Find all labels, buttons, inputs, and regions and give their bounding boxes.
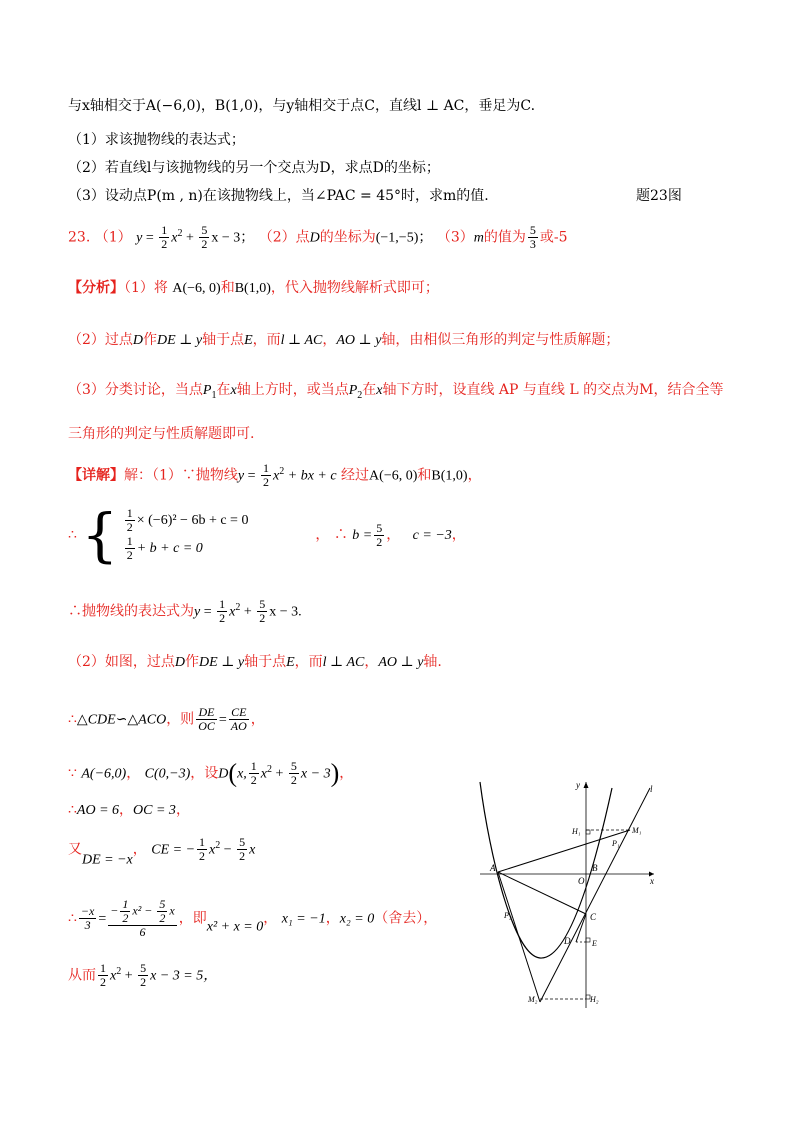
label-h1: H₁ (572, 827, 581, 836)
answer-line: 23. （1） y = $\frac{1}{2}$ $x^2$ + $\frac{5}{2}$ x − 3； （2）点D的坐标为(−1,−5)； （3）m的值为 $\frac{5}{3}$ 或-5 (68, 223, 568, 252)
detail-line-3: ∴抛物线的表达式为y = $\frac{1}{2}$ $x^2$ + $\frac{5}{2}$ x − 3. (68, 597, 302, 626)
detail-3a: ∴抛物线的表达式为 (68, 603, 194, 620)
question-3-text: （3）设动点P(m , n)在该抛物线上，当∠PAC = 45°时，求m的值. (68, 188, 489, 204)
analysis-point-a: A(−6, 0) (172, 281, 221, 296)
label-a: A (490, 863, 496, 873)
analysis-point-b: B(1,0) (234, 281, 271, 296)
detail-6a: ∵ (68, 765, 77, 782)
detail-10b: x − 3 = 5， (150, 968, 218, 984)
question-2-text: （2）若直线l与该抛物线的另一个交点为D，求点D的坐标； (68, 160, 440, 176)
equation-system (123, 507, 249, 563)
label-d: D (564, 936, 571, 946)
detail-line-9: ∴ $\frac{-x}{3}$ = − $\frac{1}{2}$ x² − $\frac{5}{2}$ x 6 ，即x² + x = 0， x₁ = −1，x₂ = 0（舍去）， (68, 897, 438, 939)
detail-and: 和 (417, 467, 432, 484)
line-l (540, 788, 650, 1002)
detail-line-8: 又DE = −x， CE = − $\frac{1}{2}$ $x^2$ − $\frac{5}{2}$ x (68, 835, 256, 868)
detail-system: ∴ { $\frac{1}{2}$ × (−6)² − 6b + c = 0 $\frac{1}{2}$ + b + c = 0 ， ∴ b = $\frac{5}{2}$ ， c = −3， (68, 501, 466, 569)
answer-part1-label: （1） (94, 229, 132, 246)
analysis-3e: 轴下方时，设直线 AP 与直线 L 的交点为M，结合全等 (382, 382, 724, 398)
problem-intro-text: 与x轴相交于A(−6,0)，B(1,0)，与y轴相交于点C，直线l ⊥ AC，垂足为C. (68, 98, 536, 114)
detail-4b: 作 (185, 654, 200, 670)
label-y: y (576, 780, 580, 790)
analysis-line-3: （3）分类讨论，当点$P_1$在x轴上方时，或当点$P_2$在x轴下方时，设直线 AP 与直线 L 的交点为M，结合全等 (68, 382, 724, 401)
detail-5c: ，则 (166, 711, 195, 728)
equation-2: $\frac{1}{2}$ + b + c = 0 (126, 534, 203, 563)
label-e: E (592, 939, 597, 948)
label-b: B (592, 863, 598, 873)
detail-9a: ，即 (178, 910, 207, 927)
analysis-line-2: （2）过点D作DE ⊥ y轴于点E，而l ⊥ AC，AO ⊥ y轴，由相似三角形的判定与性质解题； (68, 332, 620, 348)
analysis-and: 和 (220, 280, 235, 296)
figure-caption (636, 186, 682, 206)
analysis-2f: 轴，由相似三角形的判定与性质解题； (381, 332, 620, 348)
detail-4e: ， (364, 654, 379, 670)
c-equation: c = −3 (412, 528, 452, 543)
analysis-2d: ，而 (252, 332, 281, 348)
oc-value: OC = 3 (133, 803, 176, 818)
detail-6-point-a: A(−6,0) (81, 766, 127, 782)
analysis-2c: 轴于点 (202, 332, 245, 348)
question-2 (68, 158, 440, 178)
right-angle-h1 (586, 830, 590, 834)
detail-line-6: ∵ A(−6,0)， C(0,−3)，设D(x, $\frac{1}{2}$ $x^2$ + $\frac{5}{2}$ x − 3)， (68, 758, 354, 788)
detail-tag: 【详解】 (68, 467, 124, 484)
figure-caption-text: 题23图 (636, 188, 682, 204)
detail-comma-3: ， (451, 527, 466, 543)
label-c: C (590, 912, 597, 922)
equation-1: $\frac{1}{2}$ × (−6)² − 6b + c = 0 (126, 506, 249, 535)
label-h2: H₂ (590, 995, 599, 1004)
analysis-line-4 (68, 424, 254, 444)
detail-6-point-c: C(0,−3) (144, 766, 191, 782)
root-1: x₁ = −1 (281, 911, 326, 927)
similar-triangles: △CDE∽△ACO (76, 712, 167, 728)
detail-comma-2: ， (386, 527, 401, 543)
equation-1-text: × (−6)² − 6b + c = 0 (136, 513, 249, 528)
analysis-3d: 在 (362, 382, 377, 398)
analysis-2e: ， (322, 332, 337, 348)
answer-number: 23. (68, 229, 91, 246)
question-1 (68, 130, 245, 150)
detail-6b: ，设 (190, 765, 219, 782)
answer-part2-label: （2）点 (258, 229, 310, 246)
quadratic-equation: x² + x = 0 (206, 919, 264, 935)
label-m1: M₁ (632, 826, 642, 835)
detail-line-1: 【详解】解：（1）∵抛物线y = $\frac{1}{2}$ $x^2$ + bx + c 经过A(−6, 0)和B(1,0)， (68, 461, 482, 490)
detail-4d: ，而 (294, 654, 323, 670)
answer-part2-value: (−1,−5)； (375, 230, 433, 246)
detail-10a: 从而 (68, 967, 96, 984)
answer-part3-tail: 或-5 (539, 229, 568, 246)
detail-line-5: ∴△CDE∽△ACO，则 $\frac{DE}{OC}$ = $\frac{CE}{AO}$ ， (68, 705, 265, 733)
analysis-4: 三角形的判定与性质解题即可. (68, 426, 255, 442)
analysis-3c: 轴上方时，或当点 (236, 382, 349, 398)
detail-7: ∴ (68, 802, 77, 818)
segment-am2 (498, 872, 540, 1002)
detail-4f: 轴. (423, 654, 442, 670)
detail-9e: （舍去）， (374, 910, 438, 927)
detail-line-4: （2）如图，过点D作DE ⊥ y轴于点E，而l ⊥ AC，AO ⊥ y轴. (68, 654, 442, 670)
analysis-tag: 【分析】 (68, 280, 124, 296)
segment-ac (498, 872, 586, 914)
analysis-1b: ，代入抛物线解析式即可； (270, 280, 439, 296)
answer-part1-tail: x − 3； (211, 230, 255, 246)
detail-8a: 又 (68, 841, 82, 858)
question-1-text: （1）求该抛物线的表达式； (68, 132, 245, 148)
label-p2: P₂ (504, 911, 512, 920)
detail-comma-1: ， (315, 527, 330, 543)
detail-line-7: ∴AO = 6，OC = 3， (68, 802, 190, 818)
detail-therefore-2: ∴ (333, 527, 348, 543)
y-axis-arrow (584, 782, 589, 788)
analysis-3a: （3）分类讨论，当点 (68, 382, 203, 398)
brace: { (81, 501, 119, 569)
detail-1a: 解：（1）∵抛物线 (124, 467, 238, 484)
label-o: O (578, 876, 585, 886)
label-l: l (650, 784, 653, 794)
detail-1b: 经过 (341, 467, 370, 484)
analysis-line-1 (68, 278, 439, 299)
label-m2: M₂ (528, 995, 538, 1004)
label-p1: P₁ (612, 839, 620, 848)
detail-line-10: 从而 $\frac{1}{2}$ $x^2$ + $\frac{5}{2}$ x − 3 = 5， (68, 961, 218, 990)
analysis-3b: 在 (216, 382, 231, 398)
detail-4c: 轴于点 (244, 654, 287, 670)
parabola-figure (468, 778, 664, 1010)
detail-1c: ， (467, 467, 482, 484)
de-value: DE = −x (82, 852, 133, 868)
answer-part3-mid: 的值为 (483, 229, 526, 246)
analysis-2a: （2）过点 (68, 332, 133, 348)
detail-3b: x − 3. (269, 604, 302, 620)
right-angle-e (586, 938, 590, 942)
label-x: x (650, 876, 654, 886)
analysis-1a: （1）将 (124, 280, 168, 296)
question-3 (68, 186, 489, 206)
detail-5a: ∴ (68, 711, 77, 728)
b-equation: b = (352, 528, 373, 543)
detail-therefore-1: ∴ (68, 527, 77, 543)
problem-intro (68, 96, 535, 116)
answer-part2-mid: 的坐标为 (319, 229, 376, 246)
equation-2-text: + b + c = 0 (136, 541, 203, 556)
therefore-9: ∴ (68, 910, 77, 927)
ao-value: AO = 6 (76, 803, 120, 818)
analysis-2b: 作 (143, 332, 158, 348)
detail-point-a: A(−6, 0) (369, 468, 418, 484)
root-2: x₂ = 0 (339, 911, 375, 927)
detail-4a: （2）如图，过点 (68, 654, 175, 670)
detail-point-b: B(1,0) (431, 468, 468, 484)
answer-part3-label: （3） (436, 229, 474, 246)
